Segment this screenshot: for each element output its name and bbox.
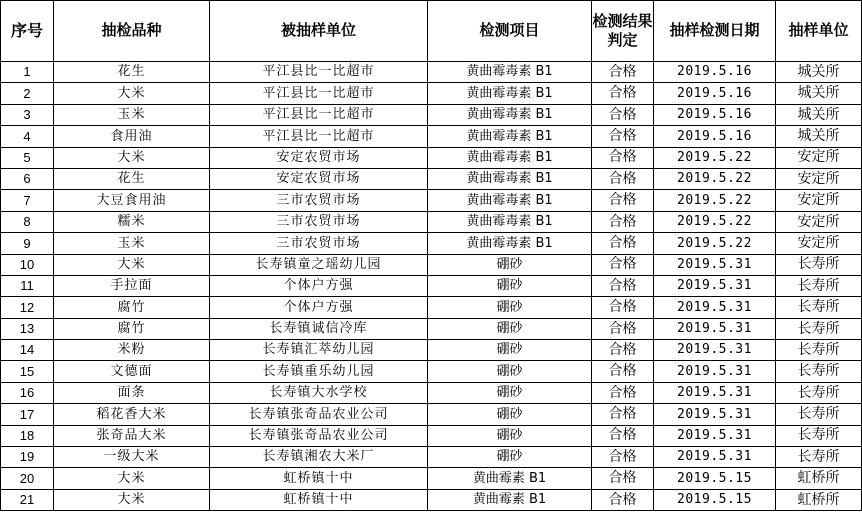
cell-test-item: 黄曲霉毒素 B1 xyxy=(428,211,592,232)
cell-result: 合格 xyxy=(592,489,654,510)
cell-result: 合格 xyxy=(592,168,654,189)
cell-date: 2019.5.16 xyxy=(654,126,776,147)
cell-sampled-unit: 虹桥镇十中 xyxy=(210,489,428,510)
cell-sampled-unit: 长寿镇汇萃幼儿园 xyxy=(210,340,428,361)
cell-sampled-unit: 平江县比一比超市 xyxy=(210,104,428,125)
cell-seq: 7 xyxy=(1,190,54,211)
cell-sampling-unit: 长寿所 xyxy=(776,447,862,468)
cell-product: 手拉面 xyxy=(54,275,210,296)
header-sampled-unit: 被抽样单位 xyxy=(210,1,428,62)
cell-product: 一级大米 xyxy=(54,447,210,468)
cell-seq: 18 xyxy=(1,425,54,446)
table-row xyxy=(1,382,862,403)
cell-date: 2019.5.31 xyxy=(654,340,776,361)
cell-sampling-unit: 长寿所 xyxy=(776,340,862,361)
cell-product: 大豆食用油 xyxy=(54,190,210,211)
cell-seq: 5 xyxy=(1,147,54,168)
cell-result: 合格 xyxy=(592,275,654,296)
table-header-row xyxy=(1,1,862,62)
cell-product: 花生 xyxy=(54,62,210,83)
table-row xyxy=(1,404,862,425)
cell-test-item: 黄曲霉毒素 B1 xyxy=(428,233,592,254)
table-row xyxy=(1,275,862,296)
cell-sampling-unit: 长寿所 xyxy=(776,382,862,403)
cell-product: 食用油 xyxy=(54,126,210,147)
cell-sampling-unit: 安定所 xyxy=(776,147,862,168)
cell-date: 2019.5.16 xyxy=(654,62,776,83)
cell-seq: 8 xyxy=(1,211,54,232)
table-row xyxy=(1,447,862,468)
cell-seq: 19 xyxy=(1,447,54,468)
cell-product: 大米 xyxy=(54,83,210,104)
cell-sampling-unit: 长寿所 xyxy=(776,361,862,382)
table-row xyxy=(1,211,862,232)
table-row xyxy=(1,190,862,211)
cell-seq: 11 xyxy=(1,275,54,296)
table-row xyxy=(1,425,862,446)
cell-sampled-unit: 三市农贸市场 xyxy=(210,211,428,232)
cell-date: 2019.5.31 xyxy=(654,297,776,318)
cell-date: 2019.5.31 xyxy=(654,361,776,382)
cell-sampled-unit: 长寿镇重乐幼儿园 xyxy=(210,361,428,382)
cell-seq: 12 xyxy=(1,297,54,318)
cell-seq: 21 xyxy=(1,489,54,510)
cell-seq: 17 xyxy=(1,404,54,425)
cell-seq: 16 xyxy=(1,382,54,403)
cell-sampling-unit: 长寿所 xyxy=(776,275,862,296)
cell-sampling-unit: 城关所 xyxy=(776,83,862,104)
cell-sampled-unit: 安定农贸市场 xyxy=(210,168,428,189)
cell-test-item: 硼砂 xyxy=(428,340,592,361)
cell-test-item: 黄曲霉素 B1 xyxy=(428,489,592,510)
cell-test-item: 硼砂 xyxy=(428,447,592,468)
cell-seq: 1 xyxy=(1,62,54,83)
cell-product: 糯米 xyxy=(54,211,210,232)
cell-result: 合格 xyxy=(592,404,654,425)
cell-test-item: 硼砂 xyxy=(428,275,592,296)
cell-result: 合格 xyxy=(592,233,654,254)
cell-date: 2019.5.22 xyxy=(654,211,776,232)
cell-sampling-unit: 长寿所 xyxy=(776,404,862,425)
cell-result: 合格 xyxy=(592,126,654,147)
cell-product: 腐竹 xyxy=(54,297,210,318)
cell-sampled-unit: 长寿镇童之瑶幼儿园 xyxy=(210,254,428,275)
cell-sampled-unit: 安定农贸市场 xyxy=(210,147,428,168)
cell-sampling-unit: 虹桥所 xyxy=(776,489,862,510)
cell-sampled-unit: 平江县比一比超市 xyxy=(210,62,428,83)
cell-date: 2019.5.31 xyxy=(654,447,776,468)
cell-seq: 10 xyxy=(1,254,54,275)
cell-product: 大米 xyxy=(54,147,210,168)
cell-sampled-unit: 三市农贸市场 xyxy=(210,233,428,254)
cell-date: 2019.5.22 xyxy=(654,190,776,211)
cell-result: 合格 xyxy=(592,425,654,446)
cell-result: 合格 xyxy=(592,447,654,468)
table-row xyxy=(1,297,862,318)
cell-sampling-unit: 长寿所 xyxy=(776,318,862,339)
table-row xyxy=(1,318,862,339)
cell-seq: 13 xyxy=(1,318,54,339)
cell-sampled-unit: 长寿镇张奇品农业公司 xyxy=(210,425,428,446)
cell-seq: 3 xyxy=(1,104,54,125)
table-row xyxy=(1,104,862,125)
cell-sampling-unit: 虹桥所 xyxy=(776,468,862,489)
cell-seq: 14 xyxy=(1,340,54,361)
cell-date: 2019.5.16 xyxy=(654,83,776,104)
table-row xyxy=(1,233,862,254)
cell-result: 合格 xyxy=(592,62,654,83)
cell-date: 2019.5.31 xyxy=(654,318,776,339)
table-row xyxy=(1,147,862,168)
cell-result: 合格 xyxy=(592,297,654,318)
table-row xyxy=(1,361,862,382)
cell-sampling-unit: 城关所 xyxy=(776,104,862,125)
cell-sampling-unit: 安定所 xyxy=(776,168,862,189)
cell-product: 玉米 xyxy=(54,233,210,254)
header-seq: 序号 xyxy=(1,1,54,62)
cell-result: 合格 xyxy=(592,361,654,382)
table-row xyxy=(1,126,862,147)
cell-sampling-unit: 城关所 xyxy=(776,62,862,83)
cell-test-item: 硼砂 xyxy=(428,404,592,425)
table-row xyxy=(1,468,862,489)
table-row xyxy=(1,168,862,189)
cell-test-item: 黄曲霉毒素 B1 xyxy=(428,83,592,104)
cell-product: 大米 xyxy=(54,468,210,489)
cell-sampled-unit: 长寿镇大水学校 xyxy=(210,382,428,403)
cell-product: 花生 xyxy=(54,168,210,189)
cell-result: 合格 xyxy=(592,254,654,275)
cell-test-item: 硼砂 xyxy=(428,382,592,403)
header-product: 抽检品种 xyxy=(54,1,210,62)
table-row xyxy=(1,62,862,83)
header-sampling-unit: 抽样单位 xyxy=(776,1,862,62)
cell-result: 合格 xyxy=(592,211,654,232)
cell-test-item: 硼砂 xyxy=(428,254,592,275)
cell-product: 文德面 xyxy=(54,361,210,382)
cell-date: 2019.5.31 xyxy=(654,425,776,446)
cell-result: 合格 xyxy=(592,382,654,403)
cell-test-item: 硼砂 xyxy=(428,425,592,446)
cell-result: 合格 xyxy=(592,104,654,125)
cell-test-item: 黄曲霉毒素 B1 xyxy=(428,190,592,211)
cell-sampling-unit: 安定所 xyxy=(776,190,862,211)
cell-test-item: 黄曲霉毒素 B1 xyxy=(428,62,592,83)
cell-sampling-unit: 城关所 xyxy=(776,126,862,147)
cell-sampling-unit: 安定所 xyxy=(776,211,862,232)
cell-seq: 9 xyxy=(1,233,54,254)
cell-sampled-unit: 平江县比一比超市 xyxy=(210,126,428,147)
cell-seq: 6 xyxy=(1,168,54,189)
cell-date: 2019.5.15 xyxy=(654,489,776,510)
cell-test-item: 硼砂 xyxy=(428,297,592,318)
cell-date: 2019.5.22 xyxy=(654,168,776,189)
cell-product: 米粉 xyxy=(54,340,210,361)
cell-test-item: 黄曲霉毒素 B1 xyxy=(428,104,592,125)
cell-product: 大米 xyxy=(54,254,210,275)
cell-sampling-unit: 安定所 xyxy=(776,233,862,254)
cell-sampled-unit: 虹桥镇十中 xyxy=(210,468,428,489)
cell-date: 2019.5.22 xyxy=(654,147,776,168)
cell-seq: 15 xyxy=(1,361,54,382)
cell-sampling-unit: 长寿所 xyxy=(776,297,862,318)
cell-test-item: 黄曲霉素 B1 xyxy=(428,468,592,489)
cell-sampled-unit: 长寿镇张奇品农业公司 xyxy=(210,404,428,425)
cell-sampled-unit: 长寿镇诚信冷库 xyxy=(210,318,428,339)
cell-product: 大米 xyxy=(54,489,210,510)
cell-product: 腐竹 xyxy=(54,318,210,339)
cell-sampled-unit: 个体户方强 xyxy=(210,275,428,296)
cell-sampled-unit: 长寿镇湘农大米厂 xyxy=(210,447,428,468)
cell-result: 合格 xyxy=(592,340,654,361)
table-row xyxy=(1,489,862,510)
cell-test-item: 硼砂 xyxy=(428,361,592,382)
cell-seq: 4 xyxy=(1,126,54,147)
header-result: 检测结果判定 xyxy=(592,1,654,62)
cell-result: 合格 xyxy=(592,468,654,489)
cell-date: 2019.5.15 xyxy=(654,468,776,489)
cell-product: 张奇品大米 xyxy=(54,425,210,446)
cell-date: 2019.5.31 xyxy=(654,275,776,296)
table-row xyxy=(1,254,862,275)
table-row xyxy=(1,340,862,361)
cell-date: 2019.5.16 xyxy=(654,104,776,125)
cell-result: 合格 xyxy=(592,147,654,168)
cell-sampled-unit: 平江县比一比超市 xyxy=(210,83,428,104)
cell-result: 合格 xyxy=(592,318,654,339)
table-row xyxy=(1,83,862,104)
cell-product: 稻花香大米 xyxy=(54,404,210,425)
cell-test-item: 硼砂 xyxy=(428,318,592,339)
cell-sampling-unit: 长寿所 xyxy=(776,254,862,275)
cell-sampled-unit: 个体户方强 xyxy=(210,297,428,318)
cell-result: 合格 xyxy=(592,190,654,211)
cell-test-item: 黄曲霉毒素 B1 xyxy=(428,168,592,189)
header-test-item: 检测项目 xyxy=(428,1,592,62)
cell-seq: 20 xyxy=(1,468,54,489)
cell-result: 合格 xyxy=(592,83,654,104)
cell-product: 玉米 xyxy=(54,104,210,125)
cell-test-item: 黄曲霉毒素 B1 xyxy=(428,126,592,147)
cell-date: 2019.5.31 xyxy=(654,254,776,275)
cell-sampled-unit: 三市农贸市场 xyxy=(210,190,428,211)
cell-seq: 2 xyxy=(1,83,54,104)
cell-product: 面条 xyxy=(54,382,210,403)
cell-date: 2019.5.31 xyxy=(654,382,776,403)
cell-date: 2019.5.22 xyxy=(654,233,776,254)
cell-sampling-unit: 长寿所 xyxy=(776,425,862,446)
table-body xyxy=(1,62,862,511)
cell-test-item: 黄曲霉毒素 B1 xyxy=(428,147,592,168)
cell-date: 2019.5.31 xyxy=(654,404,776,425)
header-date: 抽样检测日期 xyxy=(654,1,776,62)
